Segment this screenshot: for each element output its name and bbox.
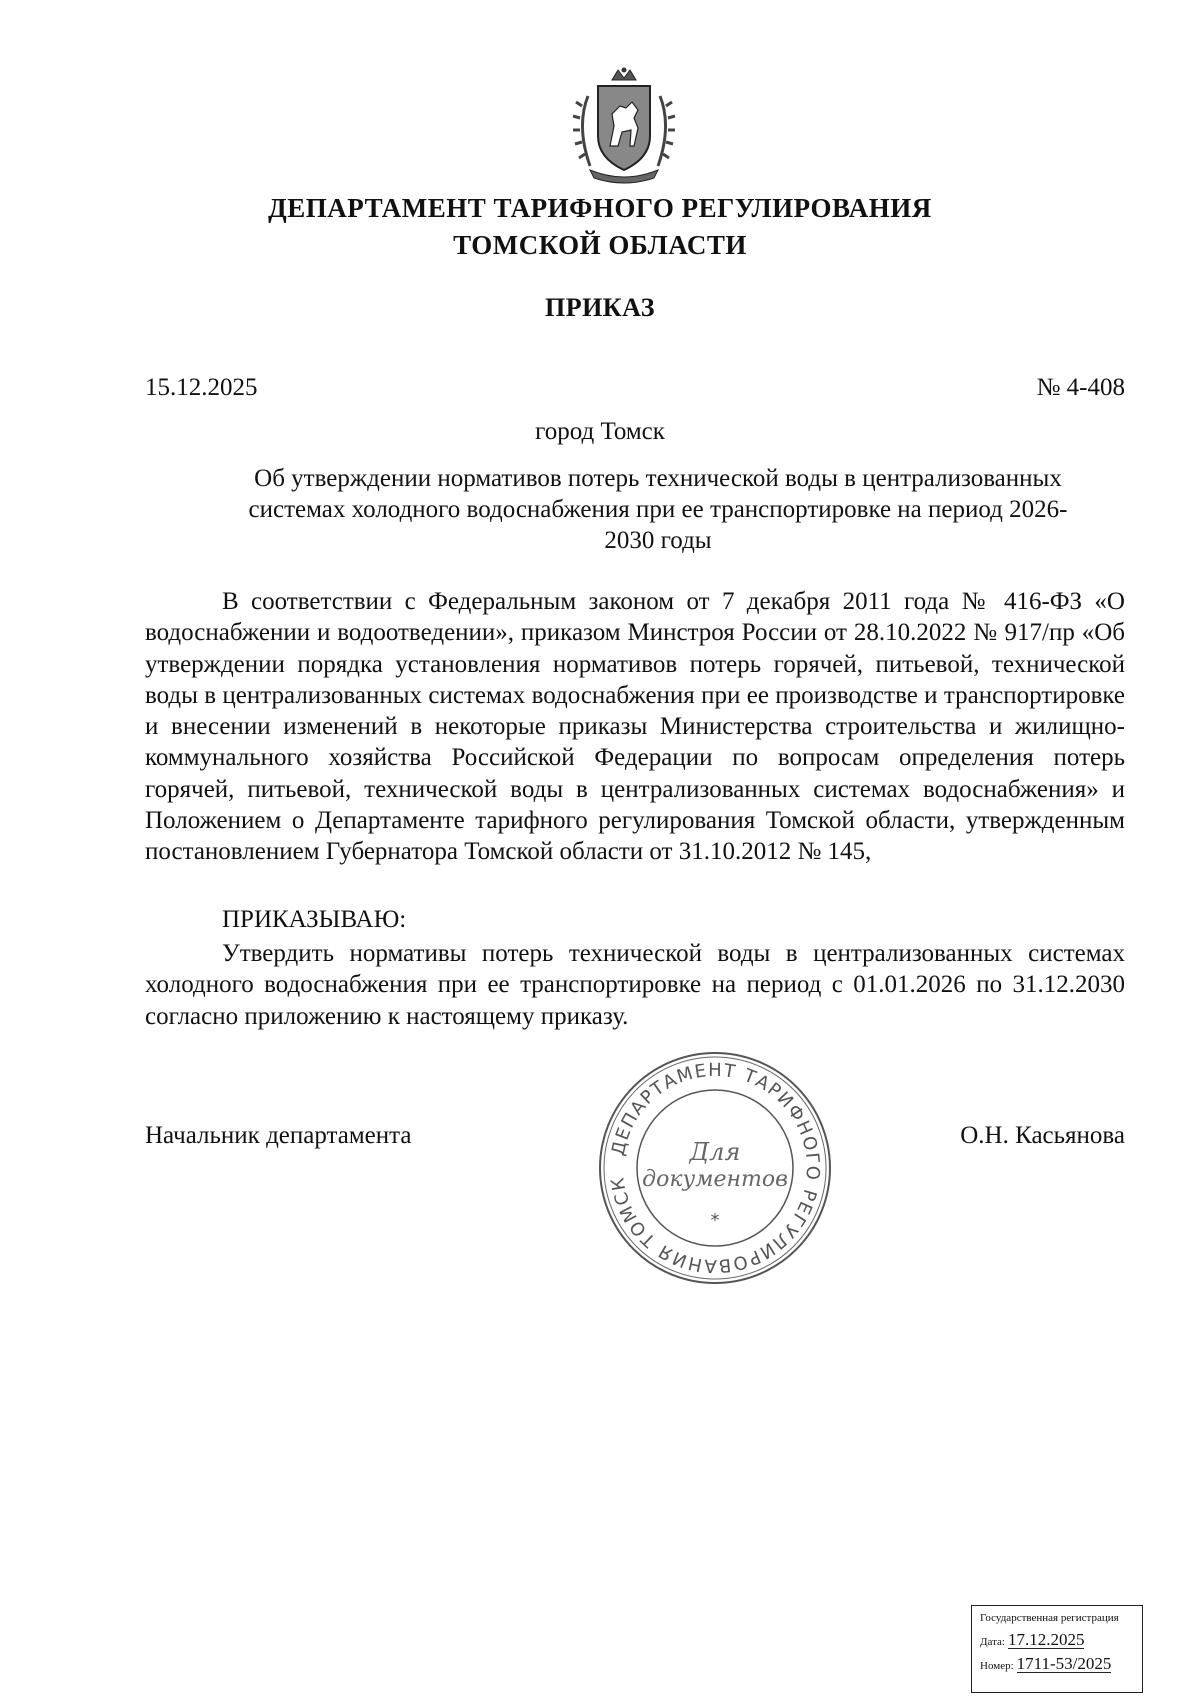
registration-number-label: Номер: bbox=[980, 1660, 1014, 1672]
registration-number-row bbox=[980, 1655, 1136, 1673]
stamp-center-line1: Для bbox=[689, 1138, 741, 1166]
official-stamp bbox=[595, 1048, 835, 1288]
registration-date-value: 17.12.2025 bbox=[1007, 1630, 1085, 1649]
coat-of-arms-emblem bbox=[568, 66, 680, 186]
order-approve-text: Утвердить нормативы потерь технической воды в централизованных системах холодного водоснабжения при ее транспортировке на период с 01.01.2026 по 31.12.2030 согласно приложению к настоящему приказу. bbox=[145, 940, 1125, 1030]
svg-text:*: * bbox=[710, 1210, 720, 1231]
registration-heading: Государственная регистрация bbox=[980, 1612, 1119, 1624]
document-type-title: ПРИКАЗ bbox=[544, 293, 656, 322]
order-city: город Томск bbox=[535, 418, 665, 445]
department-name-line2: ТОМСКОЙ ОБЛАСТИ bbox=[453, 230, 747, 260]
signer-title: Начальник департамента bbox=[145, 1122, 412, 1149]
order-date: 15.12.2025 bbox=[145, 374, 258, 401]
registration-box bbox=[971, 1605, 1143, 1693]
registration-date-label: Дата: bbox=[980, 1636, 1005, 1648]
order-preamble: В соответствии с Федеральным законом от 7 декабря 2011 года № 416-ФЗ «О водоснабжении и водоотведении», приказом Минстроя России от 28.10.2022 № 917/пр «Об утверждении порядка установления нормативов потерь горячей, питьевой, технической воды в централизованных системах водоснабжения при ее производстве и транспортировке и внесении изменений в некоторые приказы Министерства строительства и жилищно-коммунального хозяйства Российской Федерации по вопросам определения потерь горячей, питьевой, технической воды в централизованных системах водоснабжения» и Положением о Департаменте тарифного регулирования Томской области, утвержденным постановлением Губернатора Томской области от 31.10.2012 № 145, bbox=[145, 588, 1125, 866]
stamp-center-line2: документов bbox=[642, 1167, 788, 1192]
order-number: № 4-408 bbox=[1036, 374, 1125, 401]
signer-name: О.Н. Касьянова bbox=[960, 1122, 1125, 1149]
registration-number-value: 1711-53/2025 bbox=[1016, 1654, 1112, 1673]
decree-word: ПРИКАЗЫВАЮ: bbox=[222, 906, 407, 933]
stamp-ring-text: ДЕПАРТАМЕНТ ТАРИФНОГО РЕГУЛИРОВАНИЯ ТОМСК bbox=[607, 1059, 824, 1277]
order-subject: Об утверждении нормативов потерь технической воды в централизованных системах холодного водоснабжения при ее транспортировке на период 2026-2030 годы bbox=[248, 465, 1068, 554]
registration-date-row bbox=[980, 1631, 1136, 1649]
department-name-line1: ДЕПАРТАМЕНТ ТАРИФНОГО РЕГУЛИРОВАНИЯ bbox=[268, 193, 932, 223]
